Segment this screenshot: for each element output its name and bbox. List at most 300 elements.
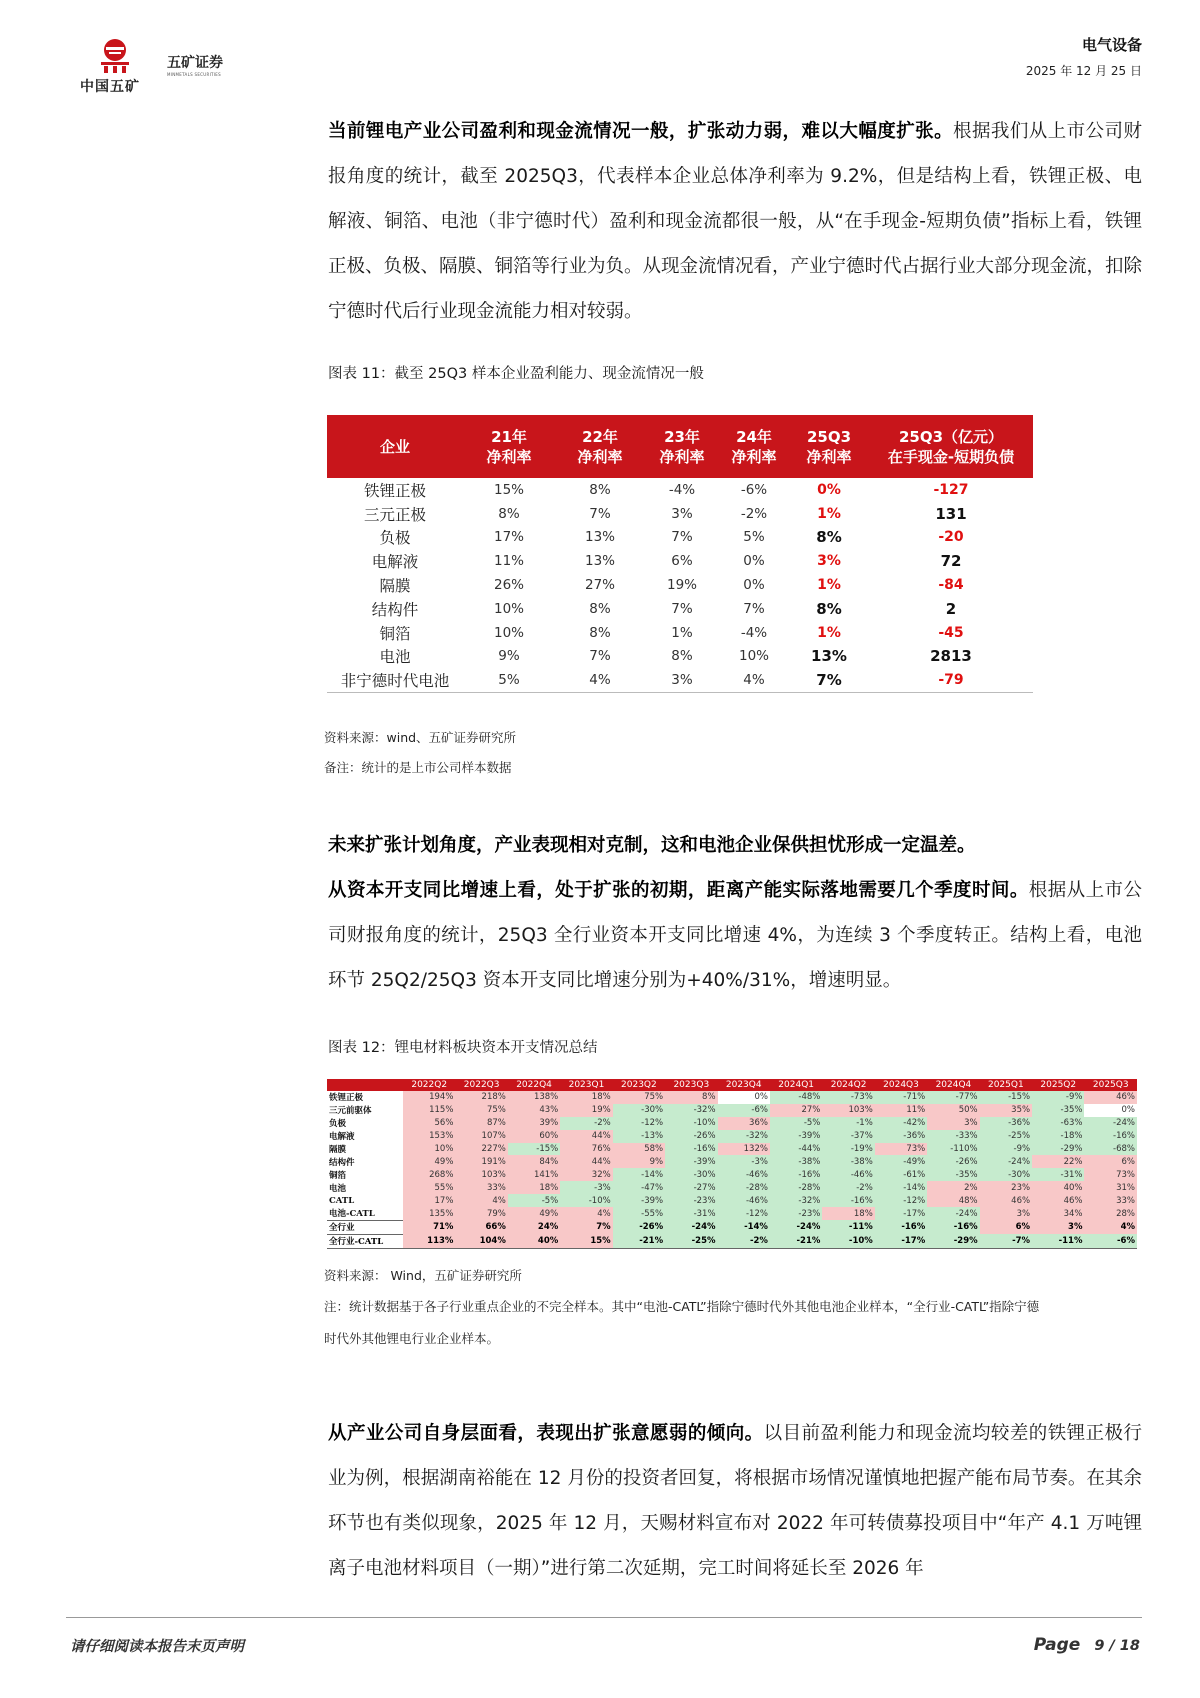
minmetals-logo-icon xyxy=(98,38,132,74)
table-row xyxy=(327,1117,1137,1130)
col-header: 21年 净利率 xyxy=(463,415,555,478)
net-margin-cell: 6% xyxy=(671,553,693,570)
capex-growth-cell: -10% xyxy=(665,1117,717,1130)
table-row xyxy=(327,1234,1137,1248)
capex-growth-cell: -73% xyxy=(822,1091,874,1104)
net-margin-cell: 0% xyxy=(743,553,765,570)
capex-growth-cell: 18% xyxy=(822,1207,874,1220)
profitability-table xyxy=(327,415,1033,693)
capex-growth-cell: -11% xyxy=(822,1220,874,1234)
capex-growth-cell: -37% xyxy=(822,1130,874,1143)
table-row xyxy=(327,549,1033,573)
capex-growth-cell: 6% xyxy=(980,1220,1032,1234)
logo-text: 中国五矿 xyxy=(80,79,140,95)
net-margin-cell: 1% xyxy=(671,624,693,641)
row-label: CATL xyxy=(329,1195,355,1206)
capex-growth-cell: 3% xyxy=(1032,1220,1084,1234)
q3-margin-cell: 13% xyxy=(811,647,847,666)
col-header xyxy=(327,1079,403,1091)
capex-growth-cell: 40% xyxy=(508,1234,560,1248)
capex-growth-cell: 36% xyxy=(718,1117,770,1130)
capex-growth-cell: -15% xyxy=(980,1091,1032,1104)
table-row xyxy=(327,1155,1137,1168)
capex-growth-cell: -49% xyxy=(875,1155,927,1168)
table-row xyxy=(327,526,1033,550)
row-label: 电解液 xyxy=(329,1132,355,1143)
row-label: 隔膜 xyxy=(379,577,411,596)
capex-growth-cell: 153% xyxy=(403,1130,455,1143)
capex-growth-cell: 6% xyxy=(1084,1155,1137,1168)
capex-growth-cell: -71% xyxy=(875,1091,927,1104)
net-margin-cell: 7% xyxy=(671,529,693,546)
table-row xyxy=(327,1091,1137,1104)
capex-growth-cell: 66% xyxy=(455,1220,507,1234)
q3-margin-cell: 1% xyxy=(817,624,841,641)
capex-growth-cell: 28% xyxy=(1084,1207,1137,1220)
quarter-header: 2023Q4 xyxy=(718,1079,770,1091)
table-row xyxy=(327,1181,1137,1194)
capex-growth-cell: 71% xyxy=(403,1220,455,1234)
capex-growth-cell: -44% xyxy=(770,1143,822,1156)
paragraph-lead: 未来扩张计划角度，产业表现相对克制，这和电池企业保供担忧形成一定温差。 xyxy=(328,835,976,856)
capex-growth-cell: -35% xyxy=(927,1168,979,1181)
net-margin-cell: -4% xyxy=(668,481,696,498)
capex-growth-cell: -23% xyxy=(665,1194,717,1207)
table-row xyxy=(327,1194,1137,1207)
capex-growth-cell: -12% xyxy=(718,1207,770,1220)
capex-growth-cell: 268% xyxy=(403,1168,455,1181)
capex-growth-cell: -29% xyxy=(1032,1143,1084,1156)
capex-growth-cell: -13% xyxy=(613,1130,665,1143)
table-row xyxy=(327,668,1033,692)
table-header-row xyxy=(327,1079,1137,1091)
net-margin-cell: 11% xyxy=(493,553,524,570)
capex-growth-cell: -16% xyxy=(927,1220,979,1234)
row-label: 铁锂正极 xyxy=(363,481,426,500)
capex-growth-cell: 84% xyxy=(508,1155,560,1168)
net-margin-cell: 8% xyxy=(589,481,611,498)
quarter-header: 2022Q2 xyxy=(403,1079,455,1091)
capex-growth-cell: -35% xyxy=(1032,1104,1084,1117)
table-row xyxy=(327,621,1033,645)
figure-note-cont: 时代外其他锂电行业企业样本。 xyxy=(324,1331,500,1346)
capex-growth-cell: 218% xyxy=(455,1091,507,1104)
paragraph-company-level xyxy=(328,1411,1142,1591)
row-label: 结构件 xyxy=(371,600,419,619)
paragraph-body: 以目前盈利能力和现金流均较差的铁锂正极行业为例，根据湖南裕能在 12 月份的投资者回复，将根据市场情况谨慎地把握产能布局节奏。在其余环节也有类似现象，2025 年 12 月，天赐材料宣布对 2022 年可转债募投项目中“年产 4.1 万吨锂离子电池材料项目（一期）”进行第二次延期，完工时间将延长至 2026 年 xyxy=(328,1423,1142,1579)
capex-growth-cell: -5% xyxy=(508,1194,560,1207)
capex-growth-cell: -26% xyxy=(613,1220,665,1234)
page-count: 9 / 18 xyxy=(1094,1638,1140,1654)
capex-growth-cell: 34% xyxy=(1032,1207,1084,1220)
capex-growth-cell: -32% xyxy=(665,1104,717,1117)
table-row xyxy=(327,645,1033,669)
capex-growth-cell: 0% xyxy=(1084,1104,1137,1117)
net-margin-cell: 10% xyxy=(493,624,524,641)
cash-minus-debt-cell: -84 xyxy=(938,577,964,594)
quarter-header: 2024Q2 xyxy=(822,1079,874,1091)
capex-growth-cell: 43% xyxy=(508,1104,560,1117)
capex-growth-cell: -16% xyxy=(1084,1130,1137,1143)
net-margin-cell: 4% xyxy=(555,668,645,692)
net-margin-cell: 10% xyxy=(738,648,769,665)
capex-growth-cell: 3% xyxy=(927,1117,979,1130)
capex-growth-cell: 73% xyxy=(875,1143,927,1156)
capex-growth-cell: 76% xyxy=(560,1143,612,1156)
capex-growth-cell: -30% xyxy=(665,1168,717,1181)
capex-growth-cell: 113% xyxy=(403,1234,455,1248)
col-header: 25Q3 净利率 xyxy=(789,415,869,478)
net-margin-cell: 4% xyxy=(719,668,789,692)
col-header: 23年 净利率 xyxy=(645,415,719,478)
capex-growth-cell: 75% xyxy=(455,1104,507,1117)
capex-growth-cell: -12% xyxy=(613,1117,665,1130)
capex-growth-cell: 24% xyxy=(508,1220,560,1234)
capex-growth-cell: -14% xyxy=(613,1168,665,1181)
capex-growth-cell: -3% xyxy=(560,1181,612,1194)
capex-growth-cell: -30% xyxy=(980,1168,1032,1181)
net-margin-cell: 7% xyxy=(671,600,693,617)
capex-growth-cell: 132% xyxy=(718,1143,770,1156)
table-row xyxy=(327,597,1033,621)
capex-growth-cell: -16% xyxy=(665,1143,717,1156)
capex-growth-cell: 55% xyxy=(403,1181,455,1194)
capex-growth-cell: 141% xyxy=(508,1168,560,1181)
capex-growth-cell: -16% xyxy=(822,1194,874,1207)
paragraph-body: 根据从上市公司财报角度的统计，25Q3 全行业资本开支同比增速 4%，为连续 3 个季度转正。结构上看，电池环节 25Q2/25Q3 资本开支同比增速分别为+40%/31%，增速明显。 xyxy=(328,880,1142,991)
capex-growth-cell: 18% xyxy=(560,1091,612,1104)
capex-growth-cell: 50% xyxy=(927,1104,979,1117)
net-margin-cell: 7% xyxy=(589,648,611,665)
capex-growth-cell: -24% xyxy=(980,1155,1032,1168)
capex-growth-cell: -9% xyxy=(1032,1091,1084,1104)
table-row xyxy=(327,502,1033,526)
net-margin-cell: 8% xyxy=(589,624,611,641)
capex-growth-cell: 3% xyxy=(980,1207,1032,1220)
capex-growth-cell: -33% xyxy=(927,1130,979,1143)
row-label: 非宁德时代电池 xyxy=(327,668,463,692)
capex-growth-cell: -3% xyxy=(718,1155,770,1168)
capex-growth-cell: 8% xyxy=(665,1091,717,1104)
capex-growth-cell: 35% xyxy=(980,1104,1032,1117)
col-header: 企业 xyxy=(327,415,463,478)
capex-growth-cell: 11% xyxy=(875,1104,927,1117)
net-margin-cell: -4% xyxy=(740,624,768,641)
capex-growth-cell: -10% xyxy=(822,1234,874,1248)
capex-growth-cell: -46% xyxy=(822,1168,874,1181)
capex-growth-cell: 87% xyxy=(455,1117,507,1130)
q3-margin-cell: 3% xyxy=(817,553,841,570)
quarter-header: 2025Q2 xyxy=(1032,1079,1084,1091)
figure-source: 资料来源： Wind，五矿证券研究所 xyxy=(324,1268,522,1283)
capex-growth-cell: 107% xyxy=(455,1130,507,1143)
capex-growth-cell: -68% xyxy=(1084,1143,1137,1156)
capex-growth-cell: 79% xyxy=(455,1207,507,1220)
q3-margin-cell: 0% xyxy=(817,481,841,498)
row-label: 电池 xyxy=(379,648,411,667)
figure-source: 资料来源：wind、五矿证券研究所 xyxy=(324,730,517,745)
net-margin-cell: 3% xyxy=(671,505,693,522)
capex-growth-cell: -7% xyxy=(980,1234,1032,1248)
capex-growth-cell: 33% xyxy=(455,1181,507,1194)
quarter-header: 2022Q4 xyxy=(508,1079,560,1091)
net-margin-cell: 5% xyxy=(463,668,555,692)
net-margin-cell: 8% xyxy=(589,600,611,617)
paragraph-lead: 当前锂电产业公司盈利和现金流情况一般，扩张动力弱，难以大幅度扩张。 xyxy=(328,121,954,142)
capex-growth-cell: -27% xyxy=(665,1181,717,1194)
row-label: 负极 xyxy=(329,1119,347,1130)
brand-name: 五矿证券 xyxy=(167,55,223,71)
row-label: 三元前驱体 xyxy=(329,1106,372,1117)
quarter-header: 2023Q3 xyxy=(665,1079,717,1091)
quarter-header: 2022Q3 xyxy=(455,1079,507,1091)
table-row xyxy=(327,1143,1137,1156)
capex-growth-cell: 75% xyxy=(613,1091,665,1104)
row-label: 铜箔 xyxy=(329,1170,347,1181)
capex-growth-cell: 32% xyxy=(560,1168,612,1181)
capex-growth-cell: -32% xyxy=(770,1194,822,1207)
quarter-header: 2023Q2 xyxy=(613,1079,665,1091)
capex-growth-cell: -30% xyxy=(613,1104,665,1117)
capex-growth-cell: 10% xyxy=(403,1143,455,1156)
net-margin-cell: 9% xyxy=(498,648,520,665)
col-header: 24年 净利率 xyxy=(719,415,789,478)
capex-growth-cell: -15% xyxy=(508,1143,560,1156)
capex-growth-cell: 191% xyxy=(455,1155,507,1168)
capex-growth-cell: -21% xyxy=(770,1234,822,1248)
capex-growth-cell: -24% xyxy=(665,1220,717,1234)
capex-growth-cell: 46% xyxy=(980,1194,1032,1207)
net-margin-cell: 7% xyxy=(589,505,611,522)
capex-growth-cell: -55% xyxy=(613,1207,665,1220)
row-label: 铁锂正极 xyxy=(329,1093,364,1104)
table-header-row xyxy=(327,415,1033,478)
net-margin-cell: 8% xyxy=(498,505,520,522)
capex-growth-cell: 23% xyxy=(980,1181,1032,1194)
capex-growth-cell: -39% xyxy=(665,1155,717,1168)
capex-growth-cell: -17% xyxy=(875,1234,927,1248)
figure-caption: 图表 12：锂电材料板块资本开支情况总结 xyxy=(328,1040,598,1056)
net-margin-cell: 8% xyxy=(671,648,693,665)
capex-growth-cell: -24% xyxy=(1084,1117,1137,1130)
capex-growth-cell: -18% xyxy=(1032,1130,1084,1143)
capex-growth-cell: 31% xyxy=(1084,1181,1137,1194)
quarter-header: 2025Q3 xyxy=(1084,1079,1137,1091)
row-label: 电池-CATL xyxy=(329,1209,375,1220)
net-margin-cell: 13% xyxy=(584,529,615,546)
report-category: 电气设备 xyxy=(1081,36,1142,54)
row-label: 结构件 xyxy=(329,1157,355,1168)
net-margin-cell: 27% xyxy=(584,577,615,594)
row-label: 三元正极 xyxy=(363,505,426,524)
col-header: 22年 净利率 xyxy=(555,415,645,478)
footer-disclaimer: 请仔细阅读本报告末页声明 xyxy=(70,1639,244,1655)
capex-growth-cell: 15% xyxy=(560,1234,612,1248)
paragraph-lead: 从资本开支同比增速上看，处于扩张的初期，距离产能实际落地需要几个季度时间。 xyxy=(328,880,1029,901)
brand-english: MINMETALS SECURITIES xyxy=(167,72,221,77)
capex-growth-cell: 73% xyxy=(1084,1168,1137,1181)
capex-growth-cell: -39% xyxy=(613,1194,665,1207)
capex-growth-cell: 2% xyxy=(927,1181,979,1194)
table-row xyxy=(327,1207,1137,1220)
capex-growth-cell: -10% xyxy=(560,1194,612,1207)
quarter-header: 2024Q4 xyxy=(927,1079,979,1091)
capex-growth-cell: 4% xyxy=(455,1194,507,1207)
q3-margin-cell: 1% xyxy=(817,505,841,522)
capex-growth-cell: -26% xyxy=(927,1155,979,1168)
capex-growth-cell: 40% xyxy=(1032,1181,1084,1194)
row-label: 隔膜 xyxy=(329,1145,347,1155)
cash-minus-debt-cell: 131 xyxy=(935,504,967,523)
capex-growth-cell: 44% xyxy=(560,1130,612,1143)
capex-growth-cell: -9% xyxy=(980,1143,1032,1156)
capex-growth-cell: -42% xyxy=(875,1117,927,1130)
capex-growth-cell: -5% xyxy=(770,1117,822,1130)
q3-margin-cell: 1% xyxy=(817,577,841,594)
capex-growth-cell: 49% xyxy=(508,1207,560,1220)
cash-minus-debt-cell: 72 xyxy=(940,552,962,571)
capex-growth-cell: 0% xyxy=(718,1091,770,1104)
capex-growth-cell: 48% xyxy=(927,1194,979,1207)
capex-growth-cell: 56% xyxy=(403,1117,455,1130)
capex-growth-cell: -63% xyxy=(1032,1117,1084,1130)
cash-minus-debt-cell: 2813 xyxy=(930,647,972,666)
net-margin-cell: 15% xyxy=(493,481,524,498)
cash-minus-debt-cell: -20 xyxy=(938,529,964,546)
capex-growth-cell: 19% xyxy=(560,1104,612,1117)
q3-margin-cell: 7% xyxy=(789,668,869,692)
capex-growth-cell: -26% xyxy=(665,1130,717,1143)
capex-growth-cell: 44% xyxy=(560,1155,612,1168)
capex-growth-cell: 27% xyxy=(770,1104,822,1117)
capex-growth-cell: -31% xyxy=(1032,1168,1084,1181)
capex-growth-cell: -14% xyxy=(718,1220,770,1234)
capex-growth-cell: -47% xyxy=(613,1181,665,1194)
capex-growth-cell: 49% xyxy=(403,1155,455,1168)
capex-growth-cell: -16% xyxy=(875,1220,927,1234)
capex-growth-cell: -25% xyxy=(980,1130,1032,1143)
capex-growth-cell: 18% xyxy=(508,1181,560,1194)
capex-growth-cell: 39% xyxy=(508,1117,560,1130)
net-margin-cell: 26% xyxy=(493,577,524,594)
report-date: 2025 年 12 月 25 日 xyxy=(1025,64,1142,78)
capex-growth-cell: 138% xyxy=(508,1091,560,1104)
cash-minus-debt-cell: -79 xyxy=(869,668,1033,692)
capex-growth-cell: -38% xyxy=(822,1155,874,1168)
paragraph-lead: 从产业公司自身层面看，表现出扩张意愿弱的倾向。 xyxy=(328,1423,764,1444)
capex-growth-cell: -2% xyxy=(560,1117,612,1130)
figure-remark: 备注：统计的是上市公司样本数据 xyxy=(324,760,512,775)
cash-minus-debt-cell: -45 xyxy=(938,624,964,641)
quarter-header: 2024Q3 xyxy=(875,1079,927,1091)
capex-growth-cell: 227% xyxy=(455,1143,507,1156)
capex-growth-cell: -2% xyxy=(718,1234,770,1248)
capex-growth-cell: 4% xyxy=(560,1207,612,1220)
capex-growth-cell: -17% xyxy=(875,1207,927,1220)
table-row xyxy=(327,1104,1137,1117)
capex-growth-cell: 17% xyxy=(403,1194,455,1207)
capex-growth-cell: 60% xyxy=(508,1130,560,1143)
net-margin-cell: 10% xyxy=(493,600,524,617)
capex-growth-cell: -61% xyxy=(875,1168,927,1181)
capex-growth-cell: -16% xyxy=(770,1168,822,1181)
table-row xyxy=(327,1168,1137,1181)
q3-margin-cell: 8% xyxy=(816,528,842,547)
capex-growth-cell: -46% xyxy=(718,1168,770,1181)
capex-growth-cell: -14% xyxy=(875,1181,927,1194)
capex-growth-cell: -19% xyxy=(822,1143,874,1156)
capex-growth-cell: -77% xyxy=(927,1091,979,1104)
table-row xyxy=(327,478,1033,502)
capex-growth-cell: 104% xyxy=(455,1234,507,1248)
capex-growth-cell: -38% xyxy=(770,1155,822,1168)
capex-growth-cell: -29% xyxy=(927,1234,979,1248)
capex-growth-cell: 103% xyxy=(455,1168,507,1181)
capex-growth-cell: -6% xyxy=(718,1104,770,1117)
capex-growth-cell: -11% xyxy=(1032,1234,1084,1248)
capex-growth-cell: -2% xyxy=(822,1181,874,1194)
capex-growth-cell: 4% xyxy=(1084,1220,1137,1234)
row-label: 负极 xyxy=(379,529,411,548)
capex-growth-cell: 135% xyxy=(403,1207,455,1220)
net-margin-cell: -2% xyxy=(740,505,768,522)
row-label: 全行业-CATL xyxy=(327,1234,403,1248)
capex-growth-cell: 22% xyxy=(1032,1155,1084,1168)
capex-growth-cell: -48% xyxy=(770,1091,822,1104)
quarter-header: 2023Q1 xyxy=(560,1079,612,1091)
net-margin-cell: 3% xyxy=(645,668,719,692)
row-label: 全行业 xyxy=(327,1220,403,1234)
capex-growth-cell: -39% xyxy=(770,1130,822,1143)
capex-growth-cell: 194% xyxy=(403,1091,455,1104)
net-margin-cell: 19% xyxy=(666,577,697,594)
capex-growth-cell: -36% xyxy=(875,1130,927,1143)
paragraph-expansion xyxy=(328,823,1142,1003)
capex-growth-cell: -28% xyxy=(770,1181,822,1194)
capex-growth-cell: -36% xyxy=(980,1117,1032,1130)
row-label: 电解液 xyxy=(371,553,419,572)
capex-growth-cell: -21% xyxy=(613,1234,665,1248)
capex-heatmap-table xyxy=(327,1079,1137,1249)
capex-growth-cell: -6% xyxy=(1084,1234,1137,1248)
capex-growth-cell: -110% xyxy=(927,1143,979,1156)
quarter-header: 2025Q1 xyxy=(980,1079,1032,1091)
page-number xyxy=(1034,1635,1140,1655)
table-row xyxy=(327,1220,1137,1234)
q3-margin-cell: 8% xyxy=(816,599,842,618)
net-margin-cell: 7% xyxy=(743,600,765,617)
capex-growth-cell: -31% xyxy=(665,1207,717,1220)
footer-divider xyxy=(66,1617,1142,1618)
capex-growth-cell: 46% xyxy=(1084,1091,1137,1104)
capex-growth-cell: 46% xyxy=(1032,1194,1084,1207)
capex-growth-cell: -28% xyxy=(718,1181,770,1194)
paragraph-body: 根据我们从上市公司财报角度的统计，截至 2025Q3，代表样本企业总体净利率为 9.2%，但是结构上看，铁锂正极、电解液、铜箔、电池（非宁德时代）盈利和现金流都很一般，从“在手现金-短期负债”指标上看，铁锂正极、负极、隔膜、铜箔等行业为负。从现金流情况看，产业宁德时代占据行业大部分现金流，扣除宁德时代后行业现金流能力相对较弱。 xyxy=(328,121,1143,322)
capex-growth-cell: 115% xyxy=(403,1104,455,1117)
net-margin-cell: -6% xyxy=(740,481,768,498)
figure-note: 注：统计数据基于各子行业重点企业的不完全样本。其中“电池-CATL”指除宁德时代外其他电池企业样本，“全行业-CATL”指除宁德 xyxy=(324,1299,1040,1314)
capex-growth-cell: -24% xyxy=(927,1207,979,1220)
cash-minus-debt-cell: -127 xyxy=(933,481,969,498)
net-margin-cell: 5% xyxy=(743,529,765,546)
net-margin-cell: 17% xyxy=(493,529,524,546)
capex-growth-cell: -32% xyxy=(718,1130,770,1143)
capex-growth-cell: -12% xyxy=(875,1194,927,1207)
capex-growth-cell: -1% xyxy=(822,1117,874,1130)
net-margin-cell: 13% xyxy=(584,553,615,570)
row-label: 铜箔 xyxy=(379,624,411,643)
capex-growth-cell: -25% xyxy=(665,1234,717,1248)
